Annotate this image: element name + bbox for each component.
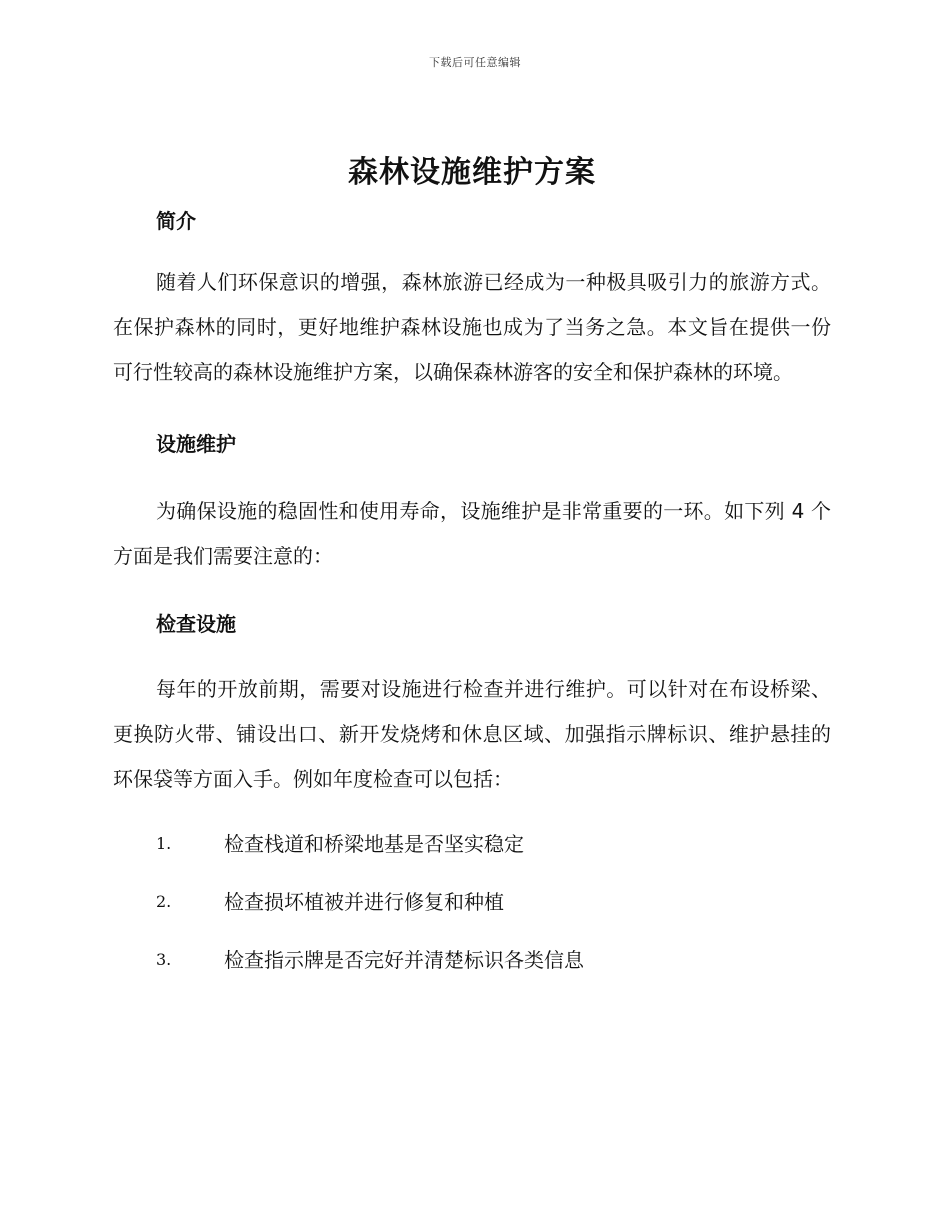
paragraph-inspection: 每年的开放前期，需要对设施进行检查并进行维护。可以针对在布设桥梁、更换防火带、铺设出口、新开发烧烤和休息区域、加强指示牌标识、维护悬挂的环保袋等方面入手。例如年度检查可以包括： [113, 677, 831, 791]
paragraph-maintenance: 为确保设施的稳固性和使用寿命，设施维护是非常重要的一环。如下列 4 个方面是我们需要注意的： [113, 499, 831, 568]
inspection-list [113, 824, 831, 998]
list-item [113, 824, 831, 882]
list-item-number: 3. [156, 950, 172, 969]
document-body [113, 150, 831, 998]
document-title: 森林设施维护方案 [348, 155, 596, 190]
list-item-number: 2. [156, 892, 172, 911]
list-item-text: 检查栈道和桥梁地基是否坚实稳定 [224, 832, 524, 856]
list-item-text: 检查指示牌是否完好并清楚标识各类信息 [224, 948, 584, 972]
section-heading-maintenance: 设施维护 [156, 432, 236, 456]
list-item [113, 882, 831, 940]
paragraph-intro: 随着人们环保意识的增强，森林旅游已经成为一种极具吸引力的旅游方式。在保护森林的同时，更好地维护森林设施也成为了当务之急。本文旨在提供一份可行性较高的森林设施维护方案，以确保森林游客的安全和保护森林的环境。 [113, 270, 831, 384]
list-item-text: 检查损坏植被并进行修复和种植 [224, 890, 504, 914]
section-heading-intro: 简介 [156, 209, 196, 233]
section-heading-inspection: 检查设施 [156, 612, 236, 636]
header-note: 下载后可任意编辑 [429, 56, 521, 69]
list-item-number: 1. [156, 834, 172, 853]
list-item [113, 940, 831, 998]
